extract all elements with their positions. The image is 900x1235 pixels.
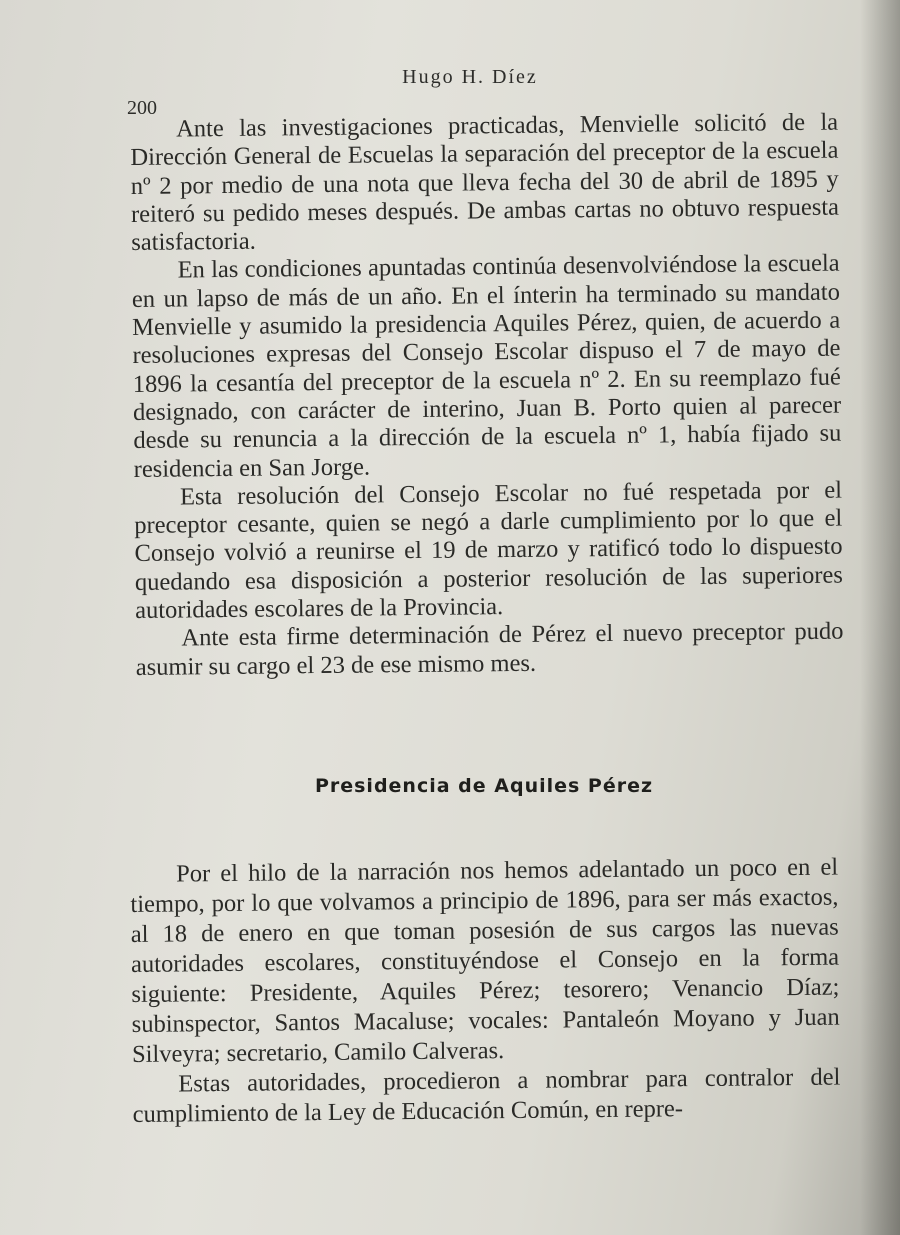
spine-shadow [860,0,900,1235]
paragraph: Ante esta firme determinación de Pérez el nuevo preceptor pudo asumir su cargo el 23 de ese mismo mes. [135,617,844,681]
body-text-top [130,109,844,682]
body-text-bottom [130,853,841,1130]
paragraph: Esta resolución del Consejo Escolar no fué respetada por el preceptor cesante, quien se negó a darle cumplimiento por lo que el Consejo volvió a reunirse el 19 de marzo y ratificó todo lo dispuesto quedando esa disposición a posterior resolución de las superiores autoridades escolares de la Provincia. [134,476,843,625]
paragraph: En las condiciones apuntadas continúa desenvolviéndose la escuela en un lapso de más de un año. En el ínterin ha terminado su mandato Menvielle y asumido la presidencia Aquiles Pérez, quien, de acuerdo a resoluciones expresas del Consejo Escolar dispuso el 7 de mayo de 1896 la cesantía del preceptor de la escuela nº 2. En su reemplazo fué designado, con carácter de interino, Juan B. Porto quien al parecer desde su renuncia a la dirección de la escuela nº 1, había fijado su residencia en San Jorge. [131,250,842,483]
paragraph: Estas autoridades, procedieron a nombrar para contralor del cumplimiento de la Ley de Educación Común, en repre- [132,1063,841,1128]
page-number: 200 [127,97,157,119]
paragraph: Ante las investigaciones practicadas, Menvielle solicitó de la Dirección General de Escuelas la separación del preceptor de la escuela nº 2 por medio de una nota que lleva fecha del 30 de abril de 1895 y reiteró su pedido meses después. De ambas cartas no obtuvo respuesta satisfactoria. [130,108,840,257]
paragraph: Por el hilo de la narración nos hemos adelantado un poco en el tiempo, por lo que volvamos a principio de 1896, para ser más exactos, al 18 de enero en que toman posesión de sus cargos las nuevas autoridades escolares, constituyéndose el Consejo en la forma siguiente: Presidente, Aquiles Pérez; tesorero; Venancio Díaz; subinspector, Santos Macaluse; vocales: Pantaleón Moyano y Juan Silveyra; secretario, Camilo Calveras. [130,853,840,1068]
section-heading: Presidencia de Aquiles Pérez [314,775,654,797]
running-head: Hugo H. Díez [402,66,538,88]
